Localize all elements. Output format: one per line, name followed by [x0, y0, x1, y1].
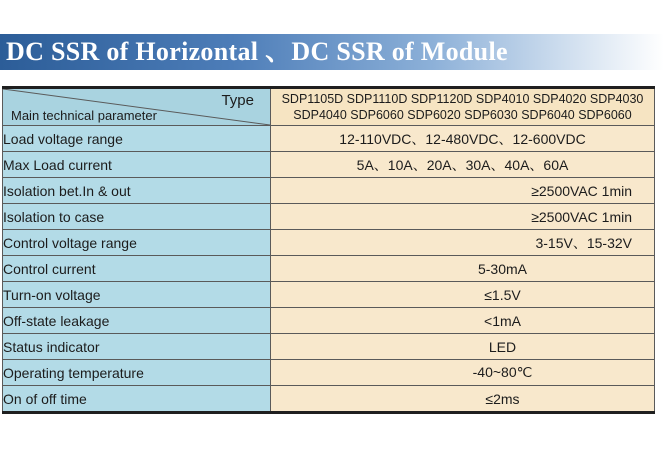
- param-value: 12-110VDC、12-480VDC、12-600VDC: [271, 126, 655, 152]
- table-row: [3, 386, 655, 413]
- models-line-1: SDP1105D SDP1110D SDP1120D SDP4010 SDP4020 SDP4030: [281, 92, 644, 106]
- param-name: Control voltage range: [3, 230, 271, 256]
- param-header-label: Main technical parameter: [11, 108, 157, 123]
- models-line-2: SDP4040 SDP6060 SDP6020 SDP6030 SDP6040 SDP6060: [293, 108, 632, 122]
- param-name: Isolation to case: [3, 204, 271, 230]
- param-value: 5-30mA: [271, 256, 655, 282]
- param-name: Load voltage range: [3, 126, 271, 152]
- param-value: LED: [271, 334, 655, 360]
- param-name: Isolation bet.In & out: [3, 178, 271, 204]
- table-row: [3, 282, 655, 308]
- param-value: ≥2500VAC 1min: [271, 178, 655, 204]
- table-row: [3, 256, 655, 282]
- param-value: ≥2500VAC 1min: [271, 204, 655, 230]
- param-name: Off-state leakage: [3, 308, 271, 334]
- param-value: ≤1.5V: [271, 282, 655, 308]
- param-name: On of off time: [3, 386, 271, 413]
- models-header-cell: [271, 88, 655, 126]
- param-name: Control current: [3, 256, 271, 282]
- spec-table: [2, 86, 655, 414]
- param-value: 5A、10A、20A、30A、40A、60A: [271, 152, 655, 178]
- type-label: Type: [221, 92, 254, 109]
- param-value: 3-15V、15-32V: [271, 230, 655, 256]
- page-title: DC SSR of Horizontal 、DC SSR of Module: [6, 37, 508, 66]
- param-name: Turn-on voltage: [3, 282, 271, 308]
- param-name: Operating temperature: [3, 360, 271, 386]
- table-row: [3, 308, 655, 334]
- param-value: -40~80℃: [271, 360, 655, 386]
- table-row: [3, 230, 655, 256]
- table-row: [3, 334, 655, 360]
- table-row: [3, 360, 655, 386]
- param-value: ≤2ms: [271, 386, 655, 413]
- param-header-cell: [3, 88, 271, 126]
- param-name: Status indicator: [3, 334, 271, 360]
- param-name: Max Load current: [3, 152, 271, 178]
- table-row: [3, 178, 655, 204]
- table-row: [3, 126, 655, 152]
- table-row: [3, 152, 655, 178]
- param-value: <1mA: [271, 308, 655, 334]
- table-row: [3, 204, 655, 230]
